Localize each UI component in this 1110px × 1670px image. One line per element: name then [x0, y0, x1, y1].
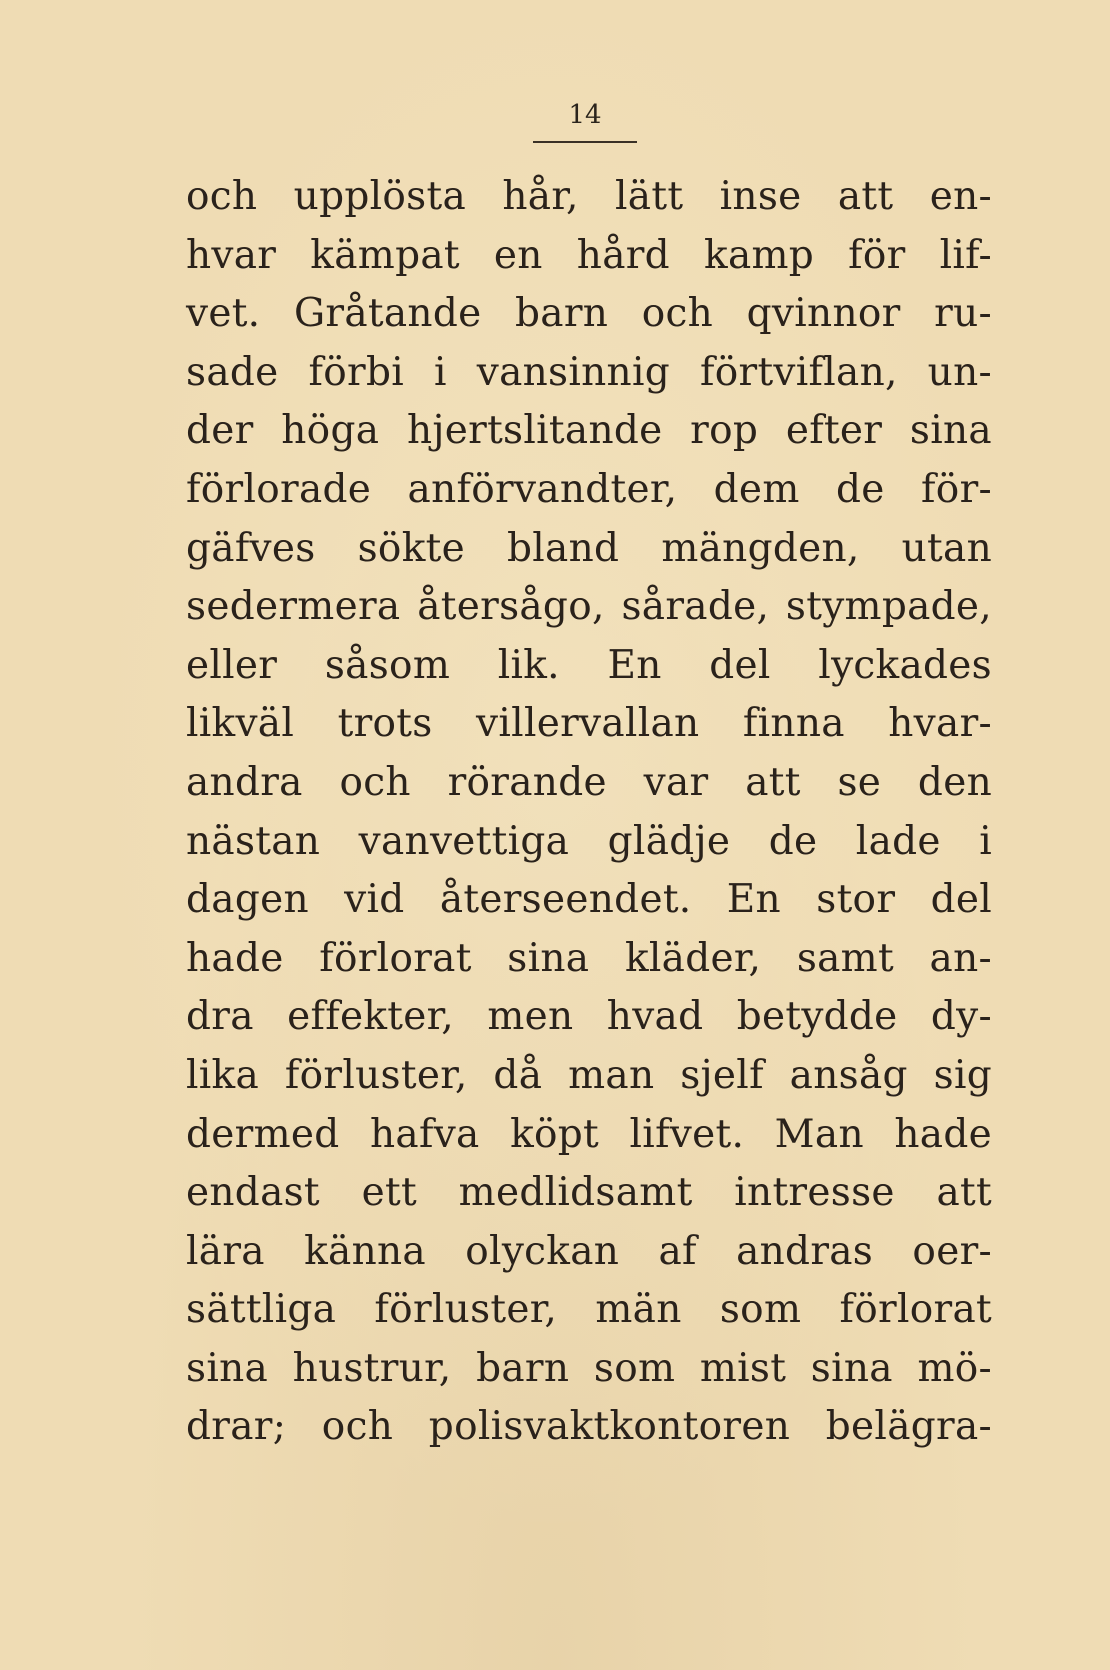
- body-text: [186, 168, 992, 1457]
- text-line: der höga hjertslitande rop efter sina: [186, 408, 992, 454]
- text-line: sina hustrur, barn som mist sina mö-: [186, 1345, 992, 1391]
- text-line: gäfves sökte bland mängden, utan: [186, 525, 992, 571]
- page-number-rule: [533, 141, 637, 143]
- text-line: och upplösta hår, lätt inse att en-: [186, 174, 992, 219]
- text-line: sade förbi i vansinnig förtviflan, un-: [186, 349, 992, 395]
- text-line: sedermera återsågo, sårade, stympade,: [186, 584, 992, 630]
- text-line: dermed hafva köpt lifvet. Man hade: [186, 1111, 992, 1157]
- text-line: endast ett medlidsamt intresse att: [186, 1170, 992, 1216]
- text-line: hvar kämpat en hård kamp för lif-: [186, 232, 992, 278]
- text-line: eller såsom lik. En del lyckades: [186, 642, 992, 688]
- text-line: drar; och polisvaktkontoren belägra-: [186, 1404, 992, 1450]
- text-line: lära känna olyckan af andras oer-: [186, 1228, 992, 1274]
- text-line: nästan vanvettiga glädje de lade i: [186, 818, 992, 864]
- text-line: lika förluster, då man sjelf ansåg sig: [186, 1052, 992, 1098]
- text-line: dagen vid återseendet. En stor del: [186, 877, 992, 923]
- text-line: likväl trots villervallan finna hvar-: [186, 701, 992, 747]
- text-line: sättliga förluster, män som förlorat: [186, 1287, 992, 1333]
- text-line: andra och rörande var att se den: [186, 759, 992, 805]
- page-number: 14: [568, 100, 602, 130]
- text-line: hade förlorat sina kläder, samt an-: [186, 935, 992, 981]
- text-line: dra effekter, men hvad betydde dy-: [186, 994, 992, 1040]
- text-line: förlorade anförvandter, dem de för-: [186, 466, 992, 512]
- text-line: vet. Gråtande barn och qvinnor ru-: [186, 291, 992, 337]
